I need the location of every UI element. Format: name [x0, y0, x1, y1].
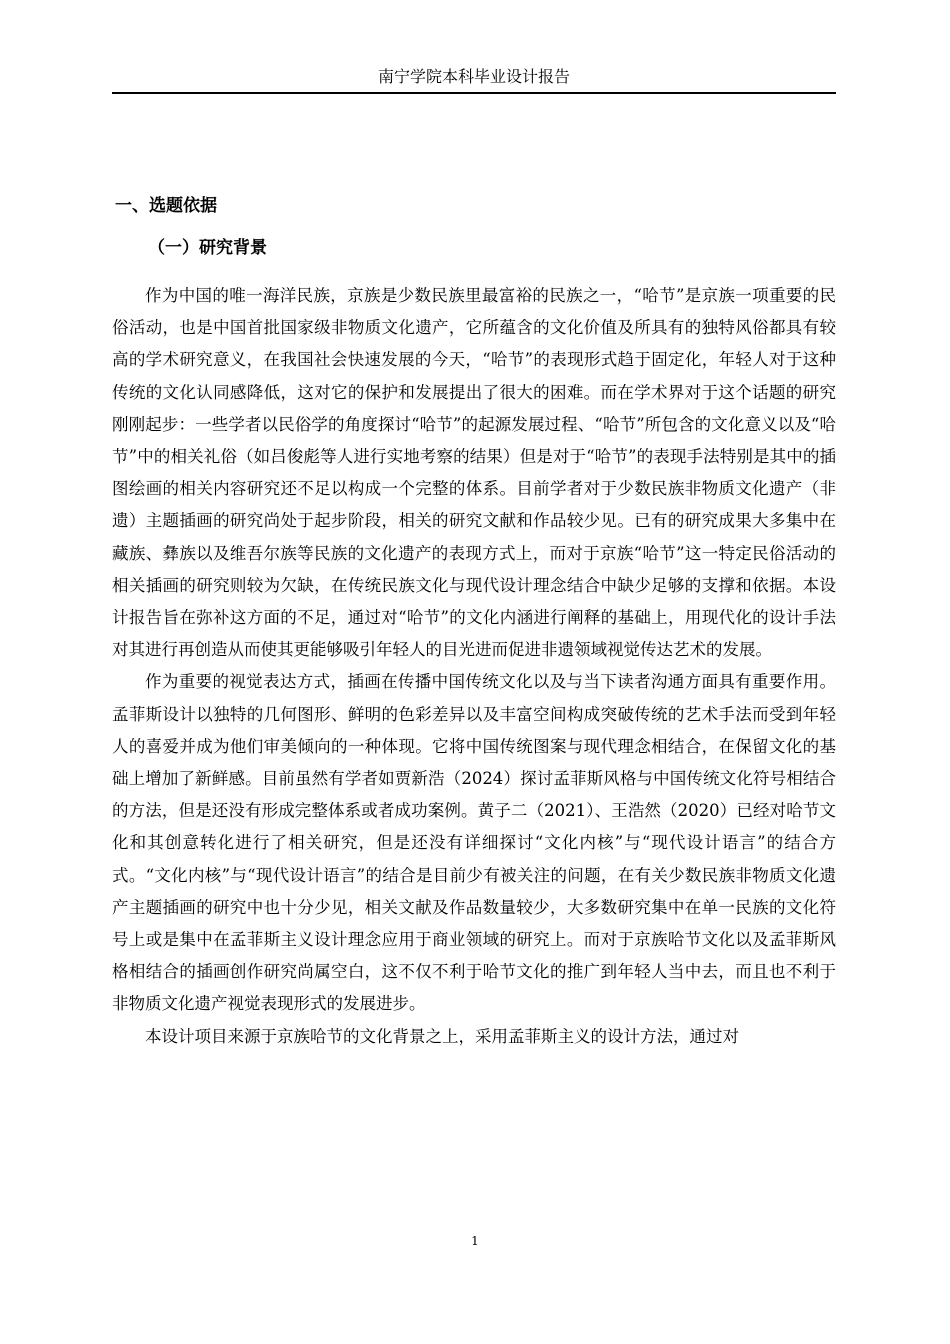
paragraph-2: 作为重要的视觉表达方式，插画在传播中国传统文化以及与当下读者沟通方面具有重要作用。孟菲斯设计以独特的几何图形、鲜明的色彩差异以及丰富空间构成突破传统的艺术手法而受到年轻人的喜爱并成为他们审美倾向的一种体现。它将中国传统图案与现代理念相结合，在保留文化的基础上增加了新鲜感。目前虽然有学者如贾新浩（2024）探讨孟菲斯风格与中国传统文化符号相结合的方法，但是还没有形成完整体系或者成功案例。黄子二（2021）、王浩然（2020）已经对哈节文化和其创意转化进行了相关研究，但是还没有详细探讨“文化内核”与“现代设计语言”的结合方式。“文化内核”与“现代设计语言”的结合是目前少有被关注的问题，在有关少数民族非物质文化遗产主题插画的研究中也十分少见，相关文献及作品数量较少，大多数研究集中在单一民族的文化符号上或是集中在孟菲斯主义设计理念应用于商业领域的研究上。而对于京族哈节文化以及孟菲斯风格相结合的插画创作研究尚属空白，这不仅不利于哈节文化的推广到年轻人当中去，而且也不利于非物质文化遗产视觉表现形式的发展进步。: [112, 672, 836, 1014]
section-heading: 一、选题依据: [115, 196, 217, 216]
header-rule: [112, 92, 836, 94]
subsection-heading: （一）研究背景: [148, 238, 267, 258]
page-number: 1: [471, 1234, 479, 1248]
paragraph-1: 作为中国的唯一海洋民族，京族是少数民族里最富裕的民族之一，“哈节”是京族一项重要的民俗活动，也是中国首批国家级非物质文化遗产，它所蕴含的文化价值及所具有的独特风俗都具有较高的学术研究意义，在我国社会快速发展的今天，“哈节”的表现形式趋于固定化，年轻人对于这种传统的文化认同感降低，这对它的保护和发展提出了很大的困难。而在学术界对于这个话题的研究刚刚起步：一些学者以民俗学的角度探讨“哈节”的起源发展过程、“哈节”所包含的文化意义以及“哈节”中的相关礼俗（如吕俊彪等人进行实地考察的结果）但是对于“哈节”的表现手法特别是其中的插图绘画的相关内容研究还不足以构成一个完整的体系。目前学者对于少数民族非物质文化遗产（非遗）主题插画的研究尚处于起步阶段，相关的研究文献和作品较少见。已有的研究成果大多集中在藏族、彝族以及维吾尔族等民族的文化遗产的表现方式上，而对于京族“哈节”这一特定民俗活动的相关插画的研究则较为欠缺，在传统民族文化与现代设计理念结合中缺少足够的支撑和依据。本设计报告旨在弥补这方面的不足，通过对“哈节”的文化内涵进行阐释的基础上，用现代化的设计手法对其进行再创造从而使其更能够吸引年轻人的目光进而促进非遗领域视觉传达艺术的发展。: [112, 286, 836, 660]
body-text: [112, 280, 836, 1053]
paragraph-3: 本设计项目来源于京族哈节的文化背景之上，采用孟菲斯主义的设计方法，通过对: [145, 1026, 739, 1046]
running-header: 南宁学院本科毕业设计报告: [377, 67, 570, 86]
